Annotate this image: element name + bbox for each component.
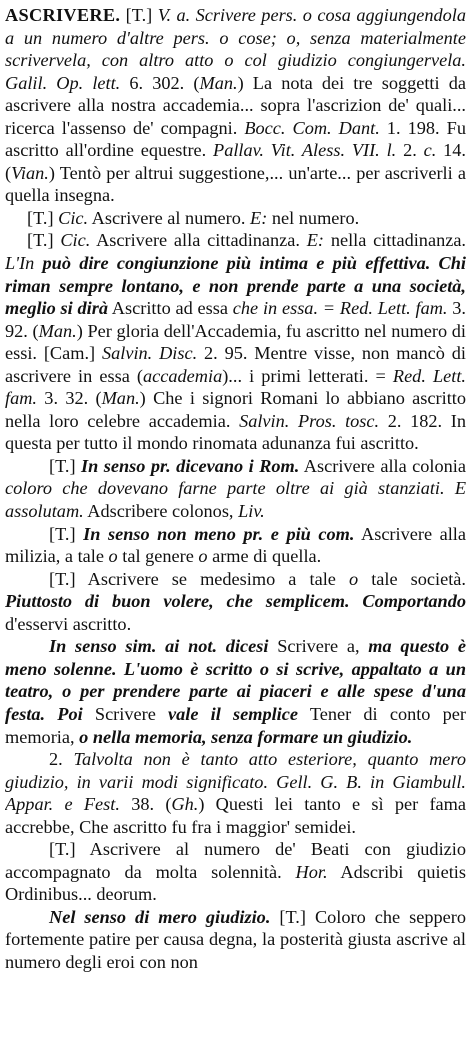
- entry-text: Scrivere: [82, 703, 169, 724]
- entry-text: )... i primi letterati. =: [222, 365, 393, 386]
- entry-text: [T.]: [27, 230, 61, 251]
- entry-text: Ascritto ad essa: [108, 298, 233, 319]
- entry-text: Scrivere a,: [268, 636, 369, 657]
- entry-text: Adscribi quietis Ordinibus... deorum.: [5, 861, 466, 905]
- entry-text: In senso pr. dicevano i Rom.: [81, 455, 300, 476]
- entry-text: E:: [250, 207, 268, 228]
- entry-text: coloro che dovevano farne parte oltre ai già stanziati. E assolutam.: [5, 478, 466, 522]
- entry-text: Salvin. Disc.: [101, 343, 198, 364]
- entry-text: Talvolta non è tanto atto esteriore, quanto mero giudizio, in varii modi significato. Gell. G. B. in Giambull. Appar. e Fest.: [5, 749, 466, 815]
- dictionary-entry-page: [5, 4, 466, 1042]
- entry-text: Man.: [199, 72, 238, 93]
- entry-text: Piuttosto di buon volere, che semplicem. Comportando: [5, 591, 466, 612]
- entry-text: Vian.: [11, 162, 49, 183]
- entry-text: 38. (: [119, 794, 172, 815]
- entry-text: può dire congiunzione più intima e più effettiva. Chi riman sempre lontano, e non prende parte a una società, meglio si dirà: [5, 253, 466, 319]
- entry-text: 3. 92. (: [5, 298, 466, 341]
- entry-text: In senso non meno pr. e più com.: [83, 523, 355, 544]
- entry-text: accademia: [143, 365, 223, 386]
- entry-text: Man.: [38, 320, 77, 341]
- entry-text: Liv.: [238, 501, 265, 522]
- entry-text: [T.] Coloro che seppero fortemente patire per causa degna, la posterità giusta ascrive al numero degli eroi con non: [5, 906, 466, 972]
- entry-text: tale società.: [358, 568, 466, 589]
- entry-text: L'In: [5, 253, 35, 274]
- entry-text: 2. 182. In questa per tutto il mondo rinomata adunanza fui ascritto.: [5, 410, 466, 454]
- entry-text: [T.]: [27, 207, 59, 228]
- entry-text: arme di quella.: [207, 546, 322, 567]
- entry-text: [T.] Ascrivere se medesimo a tale: [49, 568, 349, 589]
- entry-text: [T.]: [120, 5, 158, 25]
- entry-text: Ascrivere al numero.: [88, 207, 251, 228]
- entry-text: ) Per gloria dell'Accademia, fu ascritto nel numero di essi. [Cam.]: [5, 320, 466, 364]
- entry-paragraph: [5, 207, 466, 230]
- entry-text: Cic.: [58, 207, 89, 228]
- entry-text: Adscribere colonos,: [83, 501, 239, 522]
- entry-text: tal genere: [117, 546, 199, 567]
- entry-text: ma questo è meno solenne. L'uomo è scritto o si scrive, appaltato a un teatro, o per prendere parte ai piaceri e alle spese d'una festa. Poi: [5, 636, 466, 724]
- entry-text: o: [108, 546, 118, 567]
- entry-text: Tener di conto per memoria,: [5, 703, 466, 747]
- entry-text: V. a. Scrivere pers. o cosa aggiungendola a un numero d'altre pers. o cose; o, senza materialmente scrivervela, con altro atto o col giudizio congiungervela. Galil. Op. lett.: [5, 5, 466, 93]
- entry-text: ) Tentò per altrui suggestione,... un'arte... per ascriverli a quella insegna.: [5, 162, 466, 206]
- entry-text: Salvin. Pros. tosc.: [239, 410, 380, 431]
- entry-text: o: [348, 568, 359, 589]
- entry-text: che in essa. = Red. Lett. fam.: [232, 298, 448, 319]
- entry-text: 2.: [49, 749, 74, 770]
- entry-text: Cic.: [60, 230, 91, 251]
- entry-text: Man.: [101, 388, 140, 409]
- entry-paragraph: [5, 455, 466, 523]
- entry-text: 1. 198. Fu ascritto all'ordine equestre.: [5, 117, 466, 161]
- entry-paragraph: [5, 838, 466, 906]
- entry-paragraph: [5, 748, 466, 838]
- entry-paragraph: [5, 229, 466, 454]
- entry-text: E:: [306, 230, 325, 251]
- entry-text: ) La nota dei tre soggetti da ascrivere alla nostra accademia... sopra l'ascrizion de' quali... ricerca l'assenso de' compagni.: [5, 72, 466, 138]
- entry-text: ) Che i signori Romani lo abbiano ascritto nella loro celebre accademia.: [5, 388, 466, 431]
- entry-text: [T.]: [49, 523, 84, 544]
- entry-text: vale il semplice: [168, 703, 298, 724]
- entry-paragraph: [5, 635, 466, 748]
- entry-text: 2.: [396, 140, 424, 161]
- entry-paragraph: [5, 568, 466, 636]
- entry-text: Bocc. Com. Dant.: [244, 117, 380, 138]
- entry-text: Gh.: [171, 794, 199, 815]
- entry-text: nella cittadinanza.: [324, 230, 466, 251]
- entry-text: ) Questi lei tanto e sì per fama accrebbe, Che ascritto fu fra i maggior' semidei.: [5, 794, 466, 837]
- entry-text: nel numero.: [267, 207, 360, 228]
- entry-text: Nel senso di mero giudizio.: [49, 906, 271, 927]
- entry-text: o nella memoria, senza formare un giudizio.: [79, 726, 413, 747]
- entry-text: Ascrivere alla colonia: [299, 455, 466, 476]
- entry-text: 3. 32. (: [37, 388, 102, 409]
- entry-text: 2. 95. Mentre visse, non mancò di ascrivere in essa (: [5, 343, 466, 386]
- entry-text: Ascrivere alla milizia, a tale: [5, 523, 466, 567]
- entry-paragraph: [5, 523, 466, 568]
- entry-headword: ASCRIVERE.: [5, 5, 121, 25]
- entry-text: In senso sim. ai not. dicesi: [49, 636, 269, 657]
- entry-text: Red. Lett. fam.: [5, 365, 466, 409]
- entry-paragraph: [5, 906, 466, 974]
- entry-text: o: [198, 546, 208, 567]
- entry-paragraph: [5, 4, 466, 207]
- entry-text: d'esservi ascritto.: [5, 613, 132, 634]
- entry-text: 6. 302. (: [120, 72, 200, 93]
- entry-text: Ascrivere alla cittadinanza.: [90, 230, 307, 251]
- entry-text: [T.] Ascrivere al numero de' Beati con giudizio accompagnato da molta solennità.: [5, 839, 466, 882]
- entry-text: Hor.: [295, 861, 328, 882]
- entry-text: c.: [423, 140, 437, 161]
- entry-text: [T.]: [49, 455, 82, 476]
- entry-text: 14. (: [5, 140, 466, 183]
- entry-text: Pallav. Vit. Aless. VII. l.: [213, 140, 397, 161]
